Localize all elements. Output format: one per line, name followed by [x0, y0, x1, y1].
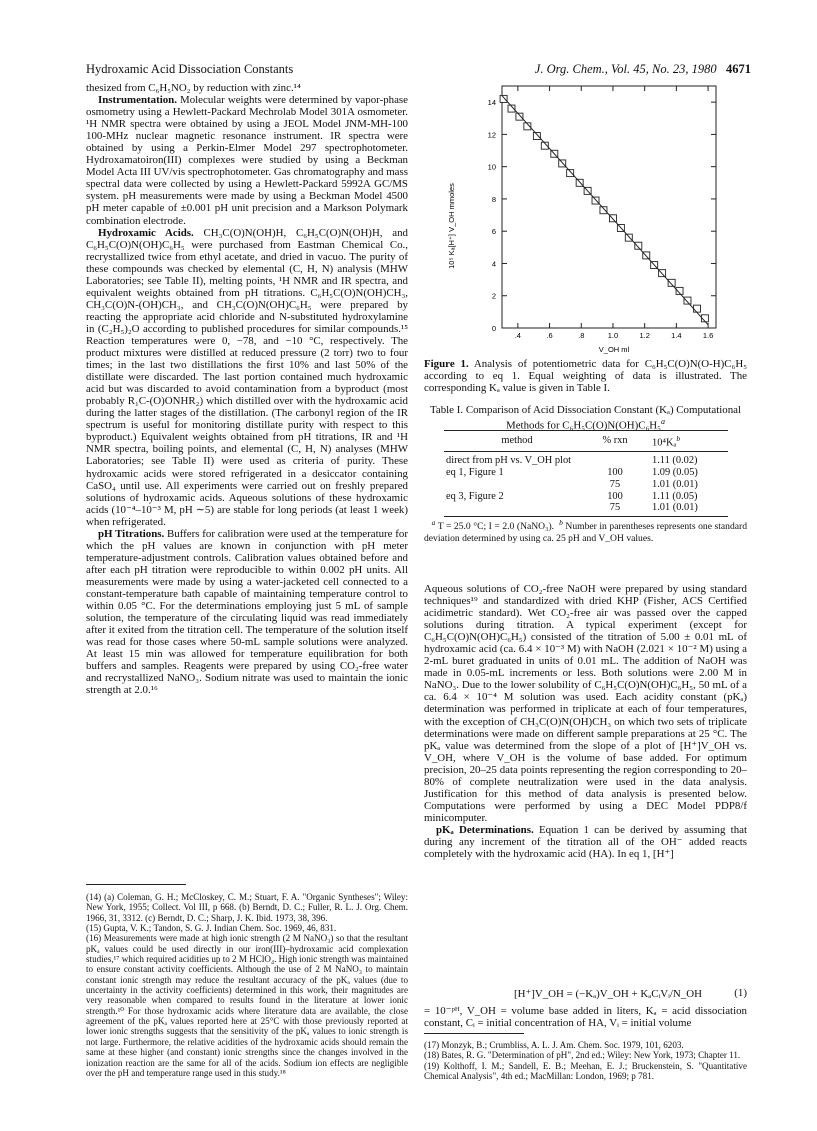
- journal-name: J. Org. Chem., Vol. 45, No. 23, 1980: [534, 62, 717, 76]
- y-tick-label: 14: [487, 98, 496, 108]
- section-heading: pKₐ Determinations.: [436, 823, 534, 836]
- table-cell: 100: [607, 467, 623, 479]
- footnote: (14) (a) Coleman, G. H.; McCloskey, C. M.; Stuart, F. A. "Organic Syntheses"; Wiley: New York, 1955; Collect. Vol III, p 668. (b) Berndt, D. C.; Fuller, R. L. J. Org. Chem. 1966, 31, 3312. (c) Berndt, D. C.; Sharp, J. K. Ibid. 1973, 38, 396.: [86, 892, 408, 923]
- plot-frame: [502, 86, 716, 328]
- footnotes-left: [86, 892, 408, 1078]
- paragraph: [86, 227, 408, 528]
- x-tick-label: 1.6: [702, 331, 714, 340]
- table-note-a: T = 25.0 °C; I = 2.0 (NaNO₃).: [437, 521, 555, 533]
- table-cell: [590, 452, 640, 467]
- right-column: [424, 583, 747, 860]
- footnotes-right: [424, 1040, 747, 1081]
- paragraph-text: Molecular weights were determined by vapor-phase osmometry using a Hewlett-Packard Mechrolab Model 301A osmometer. ¹H NMR spectra were obtained by using a JEOL Model JNM-MH-100 100-MHz nuclear magnetic resonance instrument. IR spectra were obtained by using a Perkin-Elmer Model 297 spectrophotometer. Hydroxamatoiron(III) complexes were studied by using a Beckman Model Acta III UV/vis spectrophotometer. Gas chromatography and mass spectral data were collected by using a Hewlett-Packard 5992A GC/MS system. pH measurements were made by using a Beckman Model 4500 pH meter capable of ±0.001 pH unit precision and a Markson Polymark combination electrode.: [86, 94, 408, 227]
- caption-label: Figure 1.: [424, 358, 469, 370]
- footnote-marker: a: [431, 518, 436, 527]
- paragraph-text: Equation 1 can be derived by assuming that during any increment of the titration all of the OH⁻ added reacts completely with the hydroxamic acid (HA). In eq 1, [H⁺]: [424, 823, 747, 861]
- footnote-marker: b: [676, 434, 681, 443]
- x-tick-label: .6: [546, 331, 553, 340]
- paragraph-text: Buffers for calibration were used at the temperature for which the pH values are known in conjunction with pH meter temperature-adjustment controls. Calibration values obtained before and after each pH titration were reproducible to within 0.002 pH units. All measurements were made by using a water-jacketed cell connected to a constant-temperature bath capable of maintaining temperature control to within 0.05 °C. For the determinations employing just 5 mL of sample solution, the temperature of the circulating liquid was read immediately after it exited from the titration cell. The temperature of the solution itself was read for those cases where 50-mL sample solutions were analyzed. At least 15 min was allowed for temperature equilibration for both buffers and samples. Reagents were prepared by using CO₂-free water and recrystallized NaNO₃. Sodium nitrate was used to maintain the ionic strength at 2.0.¹⁶: [86, 527, 408, 697]
- table-cell: 75: [590, 502, 640, 516]
- footnote-marker: b: [559, 518, 563, 527]
- footnote-rule: [424, 1033, 524, 1034]
- section-heading: Hydroxamic Acids.: [98, 226, 194, 239]
- table-row: [444, 491, 728, 503]
- column-header: method: [444, 431, 590, 452]
- equation-number: (1): [734, 987, 747, 999]
- table-cell: eq 1, Figure 1: [446, 467, 504, 479]
- footnote-marker: a: [660, 417, 665, 427]
- data-point: [500, 95, 507, 102]
- table-row: [444, 467, 728, 479]
- table-row: [444, 452, 728, 467]
- x-tick-label: 1.0: [607, 331, 619, 340]
- equation-text: [H⁺]V_OH = (−Kₐ)V_OH + KₐCᵢVᵢ/N_OH: [514, 988, 702, 1000]
- table-cell: 1.11 (0.02): [652, 455, 698, 467]
- figure-caption: [424, 358, 747, 394]
- table-cell: 100: [607, 490, 623, 502]
- table-cell: 1.11 (0.05): [652, 490, 698, 502]
- y-tick-label: 2: [491, 291, 496, 301]
- footnote: (16) Measurements were made at high ionic strength (2 M NaNO₃) so that the resultant pKₐ values could be used directly in our iron(III)–hydroxamic acid complexation studies,¹⁷ which required acidities up to 2 M HClO₄. High ionic strength was maintained to ensure constant activity coefficients. Although the use of 2 M NaNO₃ to maintain constant ionic strength may reduce the resultant accuracy of the pKₐ values (due to uncertainty in the activity coefficients) determined in this work, their magnitudes are very reasonable when compared to results found in the literature at lower ionic strength.¹⁰ For those hydroxamic acids where literature data are available, the close agreement of the pKₐ values reported here at 25°C with those previously reported at lower ionic strengths suggests that the sensitivity of the pKₐ values to ionic strength is not large. Furthermore, the relative acidities of the hydroxamic acids should remain the same at these higher (and constant) ionic strengths since the changes involved in the ionization reaction are the same for all of the acids. Sodium ion effects are negligible over the pH and temperature range used in this study.¹⁸: [86, 933, 408, 1078]
- journal-citation: [535, 62, 751, 77]
- table-1: [444, 430, 728, 517]
- footnote: (15) Gupta, V. K.; Tandon, S. G. J. Indian Chem. Soc. 1969, 46, 831.: [86, 923, 337, 934]
- table-footnote: [424, 517, 747, 544]
- table-cell: direct from pH vs. V_OH plot: [446, 455, 572, 467]
- paragraph: thesized from C₆H₅NO₂ by reduction with zinc.¹⁴: [86, 82, 301, 94]
- running-head: Hydroxamic Acid Dissociation Constants: [86, 62, 294, 76]
- table-row: [444, 502, 728, 516]
- data-point: [668, 279, 675, 286]
- paragraph: [424, 824, 747, 860]
- left-column: [86, 82, 408, 696]
- paragraph: [86, 94, 408, 227]
- data-point: [684, 297, 691, 304]
- paragraph: [86, 528, 408, 697]
- figure-1-plot: [440, 78, 740, 356]
- footnote: (18) Bates, R. G. "Determination of pH", 2nd ed.; Wiley: New York, 1973; Chapter 11.: [424, 1050, 741, 1061]
- data-point: [567, 170, 574, 177]
- x-tick-label: .8: [578, 331, 585, 340]
- paragraph: Aqueous solutions of CO₂-free NaOH were prepared by using standard techniques¹⁹ and standardized with dried KHP (Fisher, ACS Certified acidimetric standard). Wet CO₂-free air was passed over the capped solutions during titration. A typical experiment (except for C₆H₅C(O)N(OH)C₆H₅) consisted of the titration of 5.00 ± 0.01 mL of hydroxamic acid (ca. 6.4 × 10⁻³ M) with NaOH (2.021 × 10⁻² M) using a 2-mL buret graduated in units of 0.01 mL. The addition of NaOH was made in 0.05-mL increments or less. Both solutions were 2.00 M in NaNO₃. Due to the lower solubility of C₆H₅C(O)N(OH)C₆H₅, 50 mL of a ca. 6.4 × 10⁻⁴ M solution was used. Each acidity constant (pKₐ) determination was performed in triplicate at each of four temperatures, with the exception of CH₃C(O)N(OH)CH₃ on which two sets of triplicate determinations were made on different sample preparations at 25 °C. The pKₐ value was determined from the slope of a plot of [H⁺]V_OH vs. V_OH, where V_OH is the volume of base added. For optimum precision, 20–25 data points representing the region corresponding to 20–80% of complete neutralization were used in the data analysis. Justification for this method of data analysis is presented below. Computations were performed by using a DEC Model PDP8/f minicomputer.: [424, 583, 747, 824]
- section-heading: pH Titrations.: [98, 527, 165, 540]
- y-tick-label: 6: [491, 227, 496, 237]
- paragraph-text: CH₃C(O)N(OH)H, C₆H₅C(O)N(OH)H, and C₆H₅C(O)N(OH)C₆H₅ were purchased from Eastman Chemical Co., recrystallized twice from ethyl acetate, and dried in vacuo. The purity of these compounds was checked by elemental (C, H, N) analysis (MHW Laboratories; see Table II), melting points, ¹H NMR and IR spectra, and equivalent weights obtained from pH titrations. C₆H₅C(O)N(OH)CH₃, CH₃C(O)N-(OH)CH₃, and CH₃C(O)N(OH)C₆H₅ were prepared by reacting the appropriate acid chloride and N-substituted hydroxylamine in (C₂H₅)₂O according to published procedures for similar compounds.¹⁵ Reaction temperatures were 0, −78, and −10 °C, respectively. The product mixtures were distilled at reduced pressure (2 torr) two to four times; in the last two distillations the first 10% and last 50% of the distillate were discarded. The last portion contained much hydroxamic acid but was discarded to avoid contamination from a byproduct (most probably R₁C-(O)ONHR₂) which distilled over with the hydroxamic acid during the latter stages of the distillation. (The carbonyl region of the IR spectrum is useful for monitoring distillate purity with respect to this byproduct.) Equivalent weights obtained from pH titrations, IR and ¹H NMR spectra, boiling points, and elemental (C, H, N) analyses (MHW Laboratories; see Table II) were used as criteria of purity. These hydroxamic acids were stored refrigerated in a desiccator containing CaSO₄ until use. All experiments were carried out on freshly prepared solutions of hydroxamic acids. Aqueous solutions of these hydroxamic acids (10⁻⁴–10⁻³ M, pH ∼5) are stable for long periods (at least 1 week) when refrigerated.: [86, 226, 408, 528]
- table-cell: 1.01 (0.01): [640, 502, 728, 516]
- column-header: % rxn: [590, 431, 640, 452]
- y-tick-label: 10: [487, 162, 496, 172]
- y-tick-label: 0: [491, 324, 496, 333]
- footnote: (19) Kolthoff, I. M.; Sandell, E. B.; Meehan, E. J.; Bruckenstein, S. "Quantitative Chemical Analysis", 4th ed.; MacMillan: London, 1969; p 781.: [424, 1060, 747, 1082]
- table-cell: eq 3, Figure 2: [446, 490, 504, 502]
- fit-line: [502, 96, 708, 325]
- y-tick-label: 4: [491, 259, 496, 269]
- table-cell: [444, 479, 590, 491]
- column-header: [640, 431, 728, 452]
- footnote-rule: [86, 884, 186, 885]
- footnote: (17) Monzyk, B.; Crumbliss, A. L. J. Am. Chem. Soc. 1979, 101, 6203.: [424, 1040, 684, 1050]
- table-cell: 1.09 (0.05): [652, 467, 698, 479]
- page-number: 4671: [726, 62, 751, 76]
- table-cell: [444, 502, 590, 516]
- caption-text: Analysis of potentiometric data for C₆H₅C(O)N(O-H)C₆H₅ according to eq 1. Equal weighting of data is illustrated. The corresponding Kₐ value is given in Table I.: [424, 358, 747, 395]
- table-row: [444, 479, 728, 491]
- table-note-b: Number in parentheses represents one standard deviation determined by using ca. 25 pH and V_OH values.: [424, 521, 747, 544]
- table-label: Table I.: [429, 404, 464, 416]
- data-point: [533, 133, 540, 140]
- y-tick-label: 8: [491, 194, 496, 204]
- paragraph: = 10⁻ᵖᴴ, V_OH = volume base added in liters, Kₐ = acid dissociation constant, Cᵢ = initial concentration of HA, Vᵢ = initial volume: [424, 1005, 747, 1030]
- data-point: [693, 305, 700, 312]
- x-tick-label: 1.4: [671, 331, 682, 340]
- plot-marks: [500, 95, 708, 324]
- table-cell: 1.01 (0.01): [652, 478, 698, 490]
- x-axis-label: V_OH ml: [598, 345, 630, 354]
- table-caption: Comparison of Acid Dissociation Constant (Kₐ) Computational Methods for C₆H₅C(O)N(OH)C₆H₅: [465, 404, 742, 432]
- y-tick-label: 12: [487, 130, 496, 140]
- table-title: [424, 404, 747, 432]
- table-cell: 75: [609, 478, 621, 490]
- x-tick-label: .4: [514, 331, 521, 340]
- x-tick-label: 1.2: [639, 331, 650, 340]
- column-header-text: 10⁴Kₐ: [652, 437, 677, 449]
- y-axis-label: 10⁵ Kₐ[H⁺] V_OH mmoles: [447, 183, 456, 269]
- section-heading: Instrumentation.: [98, 94, 177, 107]
- data-point: [516, 113, 523, 120]
- data-point: [635, 242, 642, 249]
- table-header-row: [444, 431, 728, 452]
